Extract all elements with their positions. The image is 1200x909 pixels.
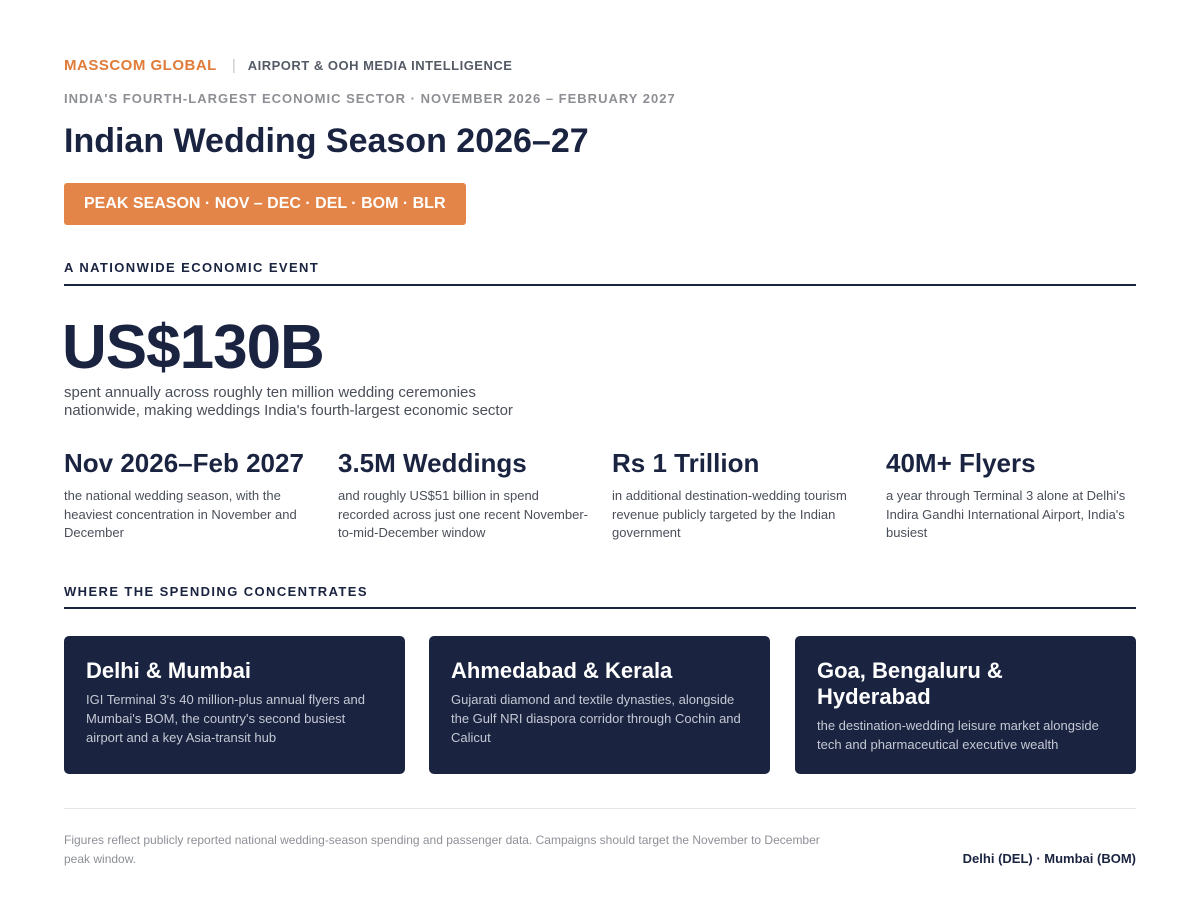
section-divider (64, 284, 1136, 286)
stat-item (64, 448, 314, 543)
region-card (795, 636, 1136, 774)
section-heading-spending: WHERE THE SPENDING CONCENTRATES (64, 584, 368, 599)
stat-item (338, 448, 588, 543)
brand-tagline: AIRPORT & OOH MEDIA INTELLIGENCE (247, 58, 513, 73)
stat-value: 3.5M Weddings (338, 448, 527, 478)
headline-figure: US$130B (62, 313, 324, 382)
region-card (429, 636, 770, 774)
footnote: Figures reflect publicly reported national wedding-season spending and passenger data. Campaigns should target the November to December peak window. (64, 833, 820, 866)
region-card-description: Gujarati diamond and textile dynasties, alongside the Gulf NRI diaspora corridor through Cochin and Calicut (451, 692, 741, 745)
region-card (64, 636, 405, 774)
peak-season-badge: PEAK SEASON · NOV – DEC · DEL · BOM · BLR (64, 183, 466, 225)
stat-description: in additional destination-wedding tourism revenue publicly targeted by the Indian government (612, 488, 847, 541)
brand-name: MASSCOM GLOBAL (64, 57, 217, 74)
report-page (64, 0, 1136, 909)
footer-airports: Delhi (DEL) · Mumbai (BOM) (962, 851, 1136, 866)
stat-value: 40M+ Flyers (886, 448, 1036, 478)
footer-divider (64, 808, 1136, 809)
stat-description: the national wedding season, with the heaviest concentration in November and December (64, 488, 297, 541)
section-heading-economic: A NATIONWIDE ECONOMIC EVENT (64, 260, 320, 275)
region-card-title: Ahmedabad & Kerala (451, 658, 673, 683)
brand-separator: | (231, 57, 236, 74)
stat-value: Nov 2026–Feb 2027 (64, 448, 304, 478)
region-card-title: Goa, Bengaluru & Hyderabad (817, 658, 1003, 709)
stat-item (886, 448, 1136, 543)
stat-value: Rs 1 Trillion (612, 448, 760, 478)
region-card-description: the destination-wedding leisure market alongside tech and pharmaceutical executive wealth (817, 718, 1099, 752)
stat-item (612, 448, 862, 543)
eyebrow-text: INDIA'S FOURTH-LARGEST ECONOMIC SECTOR · NOVEMBER 2026 – FEBRUARY 2027 (64, 91, 676, 106)
stat-description: a year through Terminal 3 alone at Delhi's Indira Gandhi International Airport, India's busiest (886, 488, 1126, 541)
headline-caption: spent annually across roughly ten million wedding ceremonies nationwide, making weddings India's fourth-largest economic sector (64, 384, 513, 419)
stats-row (64, 448, 1144, 548)
brand-row (64, 57, 512, 74)
region-card-title: Delhi & Mumbai (86, 658, 252, 683)
section-divider (64, 607, 1136, 609)
page-title: Indian Wedding Season 2026–27 (64, 122, 589, 160)
stat-description: and roughly US$51 billion in spend recorded across just one recent November-to-mid-December window (338, 488, 589, 541)
region-card-description: IGI Terminal 3's 40 million-plus annual flyers and Mumbai's BOM, the country's second busiest airport and a key Asia-transit hub (86, 692, 365, 745)
